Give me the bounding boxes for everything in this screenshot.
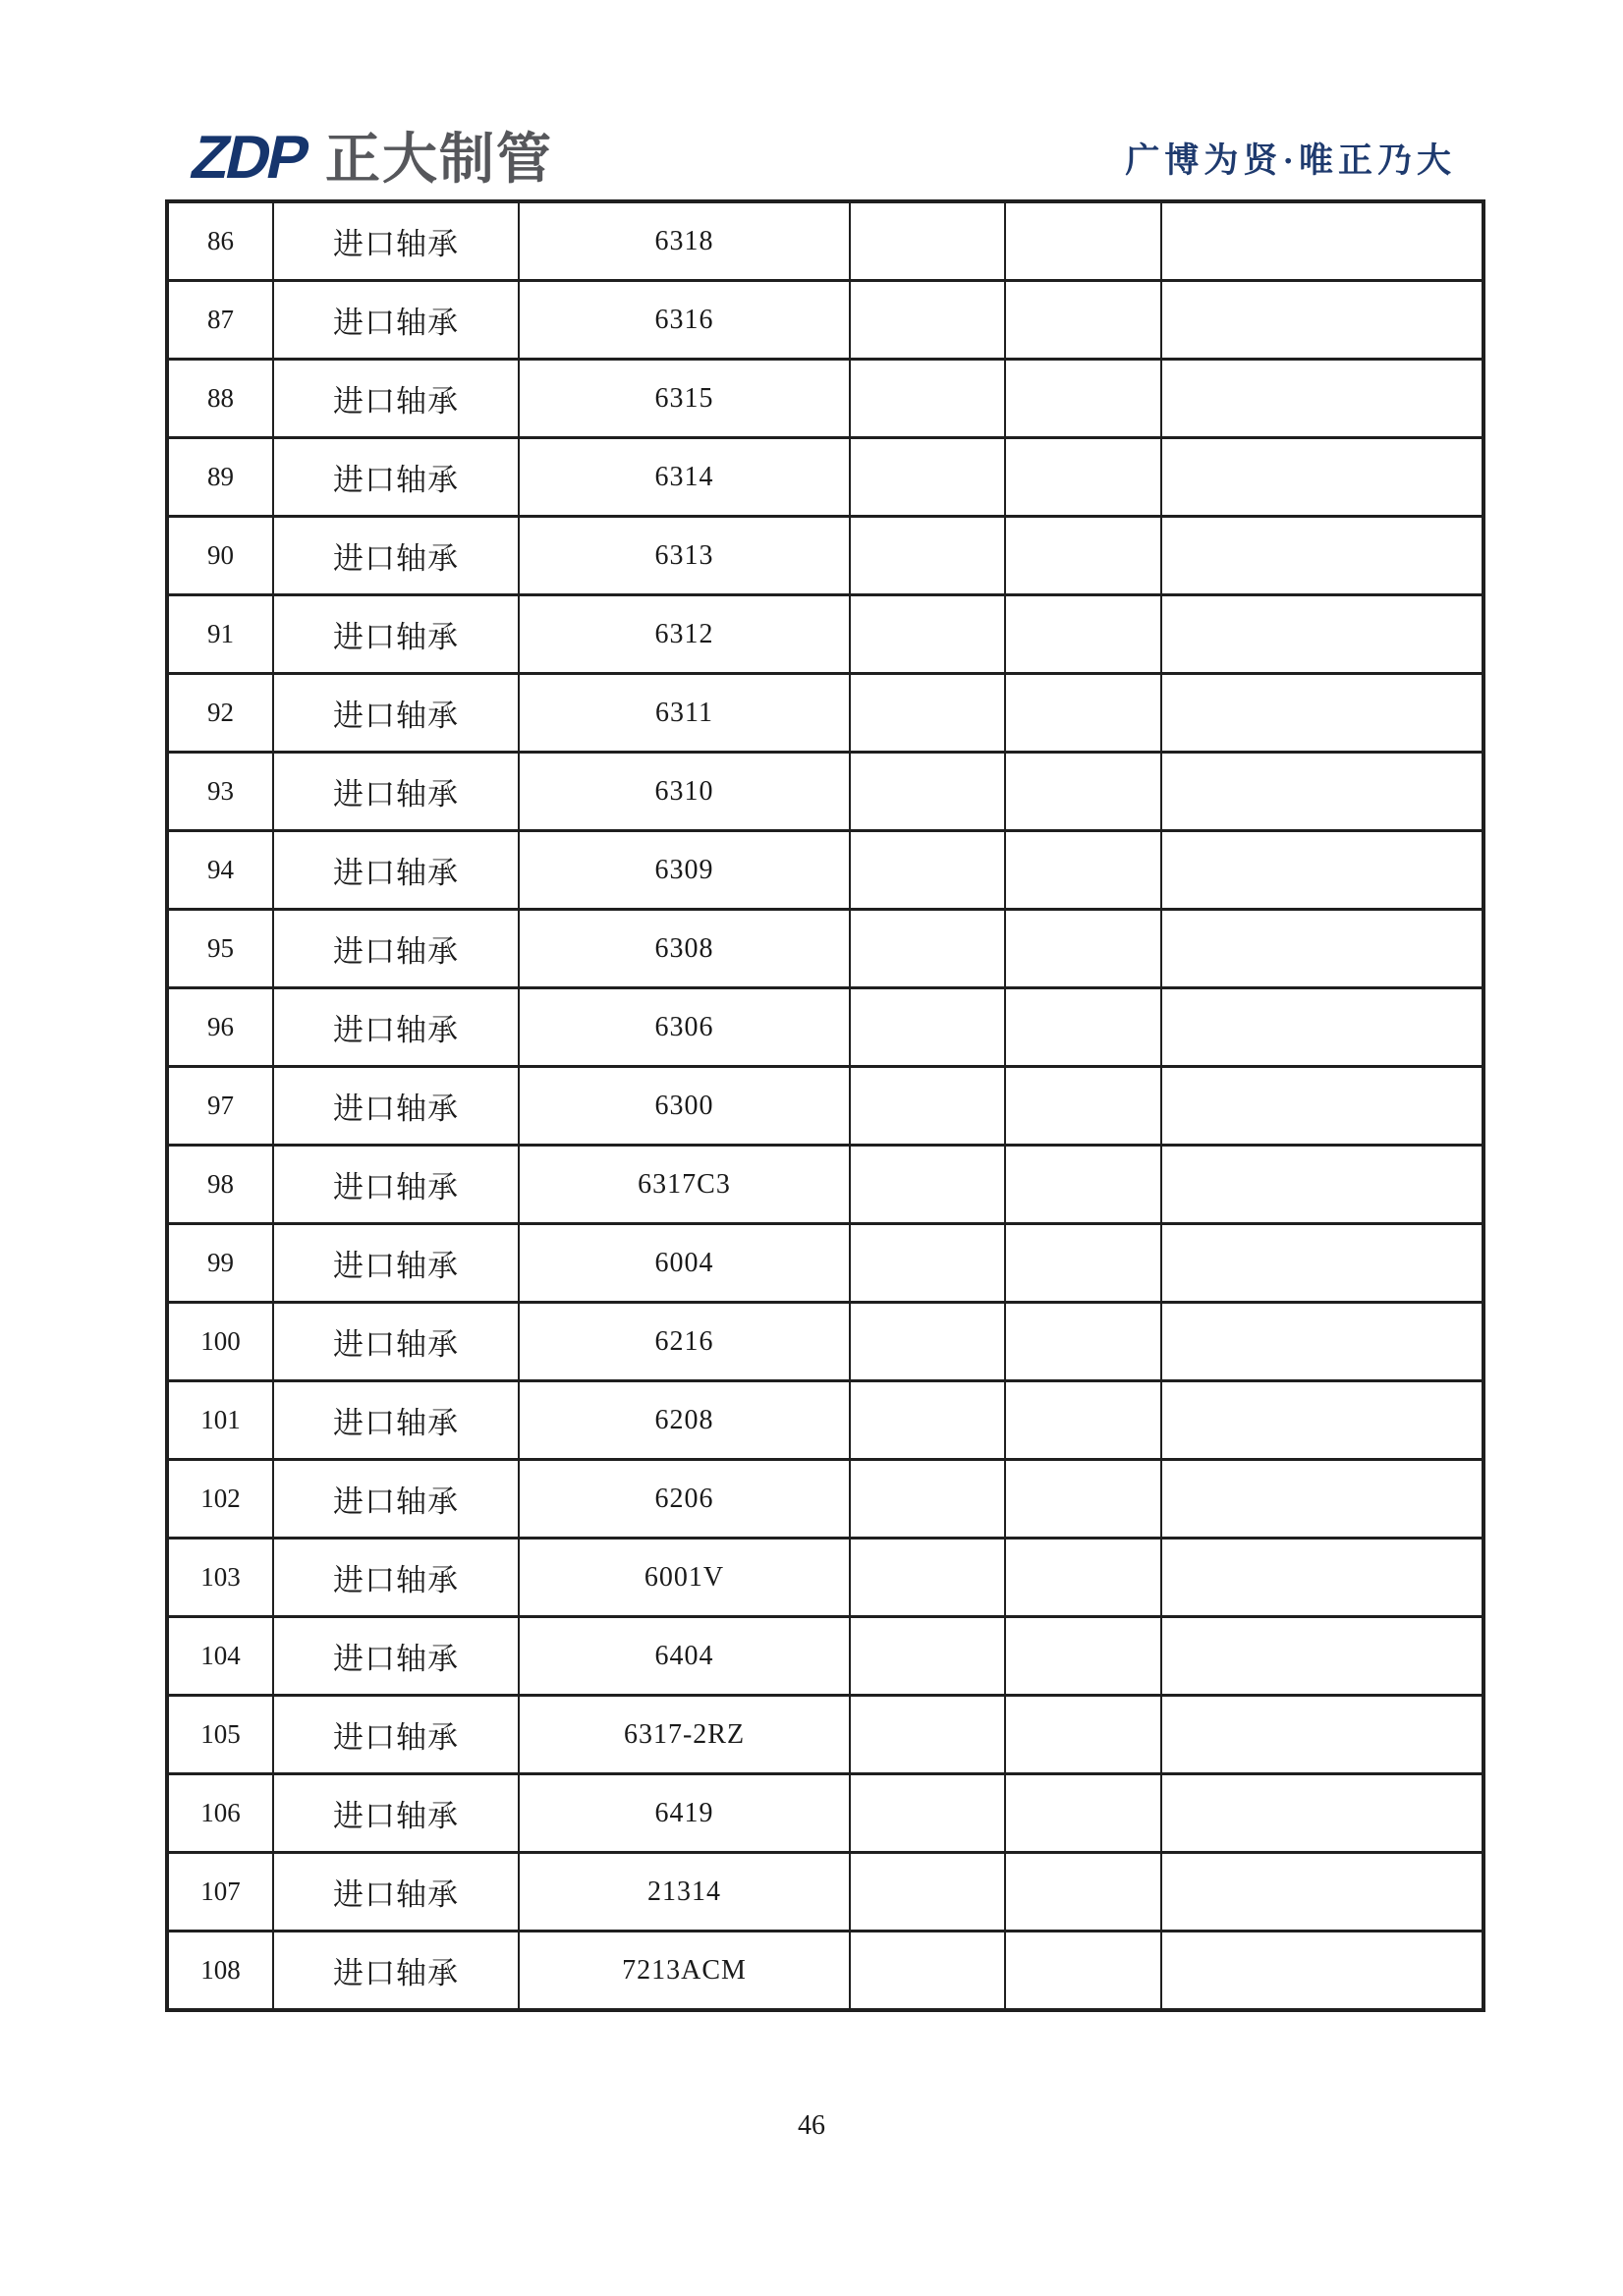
row-number-cell: 87 bbox=[167, 281, 273, 360]
empty-cell bbox=[1005, 1303, 1161, 1381]
model-cell: 7213ACM bbox=[519, 1932, 850, 2011]
parts-table bbox=[165, 199, 1485, 2012]
logo-company-name: 正大制管 bbox=[325, 128, 553, 190]
category-cell: 进口轴承 bbox=[273, 360, 519, 438]
category-cell: 进口轴承 bbox=[273, 1146, 519, 1224]
empty-cell bbox=[1161, 1303, 1483, 1381]
model-cell: 6004 bbox=[519, 1224, 850, 1303]
table-row bbox=[167, 910, 1483, 988]
table-row bbox=[167, 595, 1483, 674]
empty-cell bbox=[1161, 910, 1483, 988]
category-cell: 进口轴承 bbox=[273, 517, 519, 595]
table-row bbox=[167, 753, 1483, 831]
empty-cell bbox=[1161, 1224, 1483, 1303]
page-number: 46 bbox=[798, 2110, 825, 2141]
empty-cell bbox=[1161, 360, 1483, 438]
model-cell: 6404 bbox=[519, 1617, 850, 1696]
empty-cell bbox=[1005, 281, 1161, 360]
empty-cell bbox=[850, 595, 1005, 674]
empty-cell bbox=[1161, 1853, 1483, 1932]
empty-cell bbox=[850, 1224, 1005, 1303]
row-number-cell: 86 bbox=[167, 201, 273, 281]
empty-cell bbox=[1161, 1617, 1483, 1696]
empty-cell bbox=[1005, 1146, 1161, 1224]
empty-cell bbox=[850, 1303, 1005, 1381]
table-row bbox=[167, 1617, 1483, 1696]
row-number-cell: 96 bbox=[167, 988, 273, 1067]
model-cell: 6001V bbox=[519, 1539, 850, 1617]
empty-cell bbox=[1005, 753, 1161, 831]
empty-cell bbox=[850, 1460, 1005, 1539]
company-logo bbox=[185, 124, 553, 192]
empty-cell bbox=[1005, 910, 1161, 988]
empty-cell bbox=[1005, 1460, 1161, 1539]
model-cell: 6313 bbox=[519, 517, 850, 595]
empty-cell bbox=[1161, 281, 1483, 360]
category-cell: 进口轴承 bbox=[273, 910, 519, 988]
model-cell: 6206 bbox=[519, 1460, 850, 1539]
empty-cell bbox=[1005, 1932, 1161, 2011]
empty-cell bbox=[1005, 1774, 1161, 1853]
table-row bbox=[167, 1696, 1483, 1774]
category-cell: 进口轴承 bbox=[273, 1617, 519, 1696]
table-row bbox=[167, 988, 1483, 1067]
row-number-cell: 91 bbox=[167, 595, 273, 674]
empty-cell bbox=[1005, 438, 1161, 517]
row-number-cell: 101 bbox=[167, 1381, 273, 1460]
model-cell: 6314 bbox=[519, 438, 850, 517]
empty-cell bbox=[1161, 1381, 1483, 1460]
row-number-cell: 105 bbox=[167, 1696, 273, 1774]
empty-cell bbox=[1005, 595, 1161, 674]
empty-cell bbox=[850, 281, 1005, 360]
empty-cell bbox=[1005, 1224, 1161, 1303]
empty-cell bbox=[1005, 1617, 1161, 1696]
table-row bbox=[167, 1932, 1483, 2011]
model-cell: 6316 bbox=[519, 281, 850, 360]
empty-cell bbox=[850, 1853, 1005, 1932]
row-number-cell: 108 bbox=[167, 1932, 273, 2011]
model-cell: 6216 bbox=[519, 1303, 850, 1381]
category-cell: 进口轴承 bbox=[273, 1303, 519, 1381]
empty-cell bbox=[1005, 1853, 1161, 1932]
empty-cell bbox=[1161, 1696, 1483, 1774]
model-cell: 21314 bbox=[519, 1853, 850, 1932]
empty-cell bbox=[1005, 201, 1161, 281]
empty-cell bbox=[850, 831, 1005, 910]
empty-cell bbox=[850, 988, 1005, 1067]
category-cell: 进口轴承 bbox=[273, 831, 519, 910]
model-cell: 6306 bbox=[519, 988, 850, 1067]
category-cell: 进口轴承 bbox=[273, 201, 519, 281]
empty-cell bbox=[1161, 674, 1483, 753]
model-cell: 6308 bbox=[519, 910, 850, 988]
empty-cell bbox=[1161, 988, 1483, 1067]
category-cell: 进口轴承 bbox=[273, 1460, 519, 1539]
row-number-cell: 94 bbox=[167, 831, 273, 910]
empty-cell bbox=[1161, 1932, 1483, 2011]
empty-cell bbox=[1005, 674, 1161, 753]
model-cell: 6309 bbox=[519, 831, 850, 910]
row-number-cell: 103 bbox=[167, 1539, 273, 1617]
empty-cell bbox=[1005, 1696, 1161, 1774]
row-number-cell: 106 bbox=[167, 1774, 273, 1853]
empty-cell bbox=[1161, 1539, 1483, 1617]
table-row bbox=[167, 517, 1483, 595]
row-number-cell: 98 bbox=[167, 1146, 273, 1224]
row-number-cell: 92 bbox=[167, 674, 273, 753]
category-cell: 进口轴承 bbox=[273, 1774, 519, 1853]
table-row bbox=[167, 1224, 1483, 1303]
empty-cell bbox=[1005, 517, 1161, 595]
category-cell: 进口轴承 bbox=[273, 1224, 519, 1303]
table-row bbox=[167, 1303, 1483, 1381]
model-cell: 6208 bbox=[519, 1381, 850, 1460]
category-cell: 进口轴承 bbox=[273, 674, 519, 753]
table-row bbox=[167, 1381, 1483, 1460]
category-cell: 进口轴承 bbox=[273, 1381, 519, 1460]
table-row bbox=[167, 438, 1483, 517]
empty-cell bbox=[850, 1067, 1005, 1146]
category-cell: 进口轴承 bbox=[273, 1067, 519, 1146]
empty-cell bbox=[850, 1774, 1005, 1853]
empty-cell bbox=[850, 910, 1005, 988]
empty-cell bbox=[1005, 360, 1161, 438]
company-tagline: 广博为贤·唯正乃大 bbox=[1125, 141, 1456, 180]
model-cell: 6317C3 bbox=[519, 1146, 850, 1224]
logo-zdp-mark: ZDP bbox=[185, 124, 313, 192]
model-cell: 6318 bbox=[519, 201, 850, 281]
category-cell: 进口轴承 bbox=[273, 1932, 519, 2011]
category-cell: 进口轴承 bbox=[273, 753, 519, 831]
category-cell: 进口轴承 bbox=[273, 595, 519, 674]
empty-cell bbox=[1005, 1067, 1161, 1146]
model-cell: 6315 bbox=[519, 360, 850, 438]
model-cell: 6312 bbox=[519, 595, 850, 674]
empty-cell bbox=[1161, 1460, 1483, 1539]
model-cell: 6317-2RZ bbox=[519, 1696, 850, 1774]
empty-cell bbox=[850, 360, 1005, 438]
empty-cell bbox=[1005, 1539, 1161, 1617]
row-number-cell: 99 bbox=[167, 1224, 273, 1303]
table-row bbox=[167, 674, 1483, 753]
empty-cell bbox=[850, 201, 1005, 281]
row-number-cell: 95 bbox=[167, 910, 273, 988]
empty-cell bbox=[1161, 1774, 1483, 1853]
empty-cell bbox=[1161, 438, 1483, 517]
empty-cell bbox=[1161, 517, 1483, 595]
empty-cell bbox=[1005, 1381, 1161, 1460]
empty-cell bbox=[850, 1617, 1005, 1696]
table-row bbox=[167, 1146, 1483, 1224]
empty-cell bbox=[850, 674, 1005, 753]
category-cell: 进口轴承 bbox=[273, 281, 519, 360]
model-cell: 6300 bbox=[519, 1067, 850, 1146]
model-cell: 6419 bbox=[519, 1774, 850, 1853]
row-number-cell: 102 bbox=[167, 1460, 273, 1539]
empty-cell bbox=[1005, 988, 1161, 1067]
empty-cell bbox=[850, 1381, 1005, 1460]
category-cell: 进口轴承 bbox=[273, 988, 519, 1067]
empty-cell bbox=[850, 517, 1005, 595]
empty-cell bbox=[850, 1539, 1005, 1617]
empty-cell bbox=[850, 1696, 1005, 1774]
category-cell: 进口轴承 bbox=[273, 1539, 519, 1617]
empty-cell bbox=[1161, 831, 1483, 910]
category-cell: 进口轴承 bbox=[273, 438, 519, 517]
empty-cell bbox=[1161, 201, 1483, 281]
table-row bbox=[167, 201, 1483, 281]
table-row bbox=[167, 1067, 1483, 1146]
category-cell: 进口轴承 bbox=[273, 1853, 519, 1932]
model-cell: 6310 bbox=[519, 753, 850, 831]
table-row bbox=[167, 1460, 1483, 1539]
empty-cell bbox=[850, 1146, 1005, 1224]
row-number-cell: 90 bbox=[167, 517, 273, 595]
empty-cell bbox=[850, 1932, 1005, 2011]
row-number-cell: 97 bbox=[167, 1067, 273, 1146]
table-row bbox=[167, 281, 1483, 360]
empty-cell bbox=[1161, 595, 1483, 674]
empty-cell bbox=[1005, 831, 1161, 910]
empty-cell bbox=[850, 753, 1005, 831]
empty-cell bbox=[1161, 1146, 1483, 1224]
table-row bbox=[167, 1774, 1483, 1853]
row-number-cell: 93 bbox=[167, 753, 273, 831]
row-number-cell: 100 bbox=[167, 1303, 273, 1381]
empty-cell bbox=[850, 438, 1005, 517]
empty-cell bbox=[1161, 753, 1483, 831]
row-number-cell: 89 bbox=[167, 438, 273, 517]
table-row bbox=[167, 1539, 1483, 1617]
empty-cell bbox=[1161, 1067, 1483, 1146]
row-number-cell: 88 bbox=[167, 360, 273, 438]
model-cell: 6311 bbox=[519, 674, 850, 753]
category-cell: 进口轴承 bbox=[273, 1696, 519, 1774]
row-number-cell: 104 bbox=[167, 1617, 273, 1696]
table-row bbox=[167, 1853, 1483, 1932]
parts-table-body bbox=[167, 201, 1483, 2010]
table-row bbox=[167, 831, 1483, 910]
table-row bbox=[167, 360, 1483, 438]
row-number-cell: 107 bbox=[167, 1853, 273, 1932]
